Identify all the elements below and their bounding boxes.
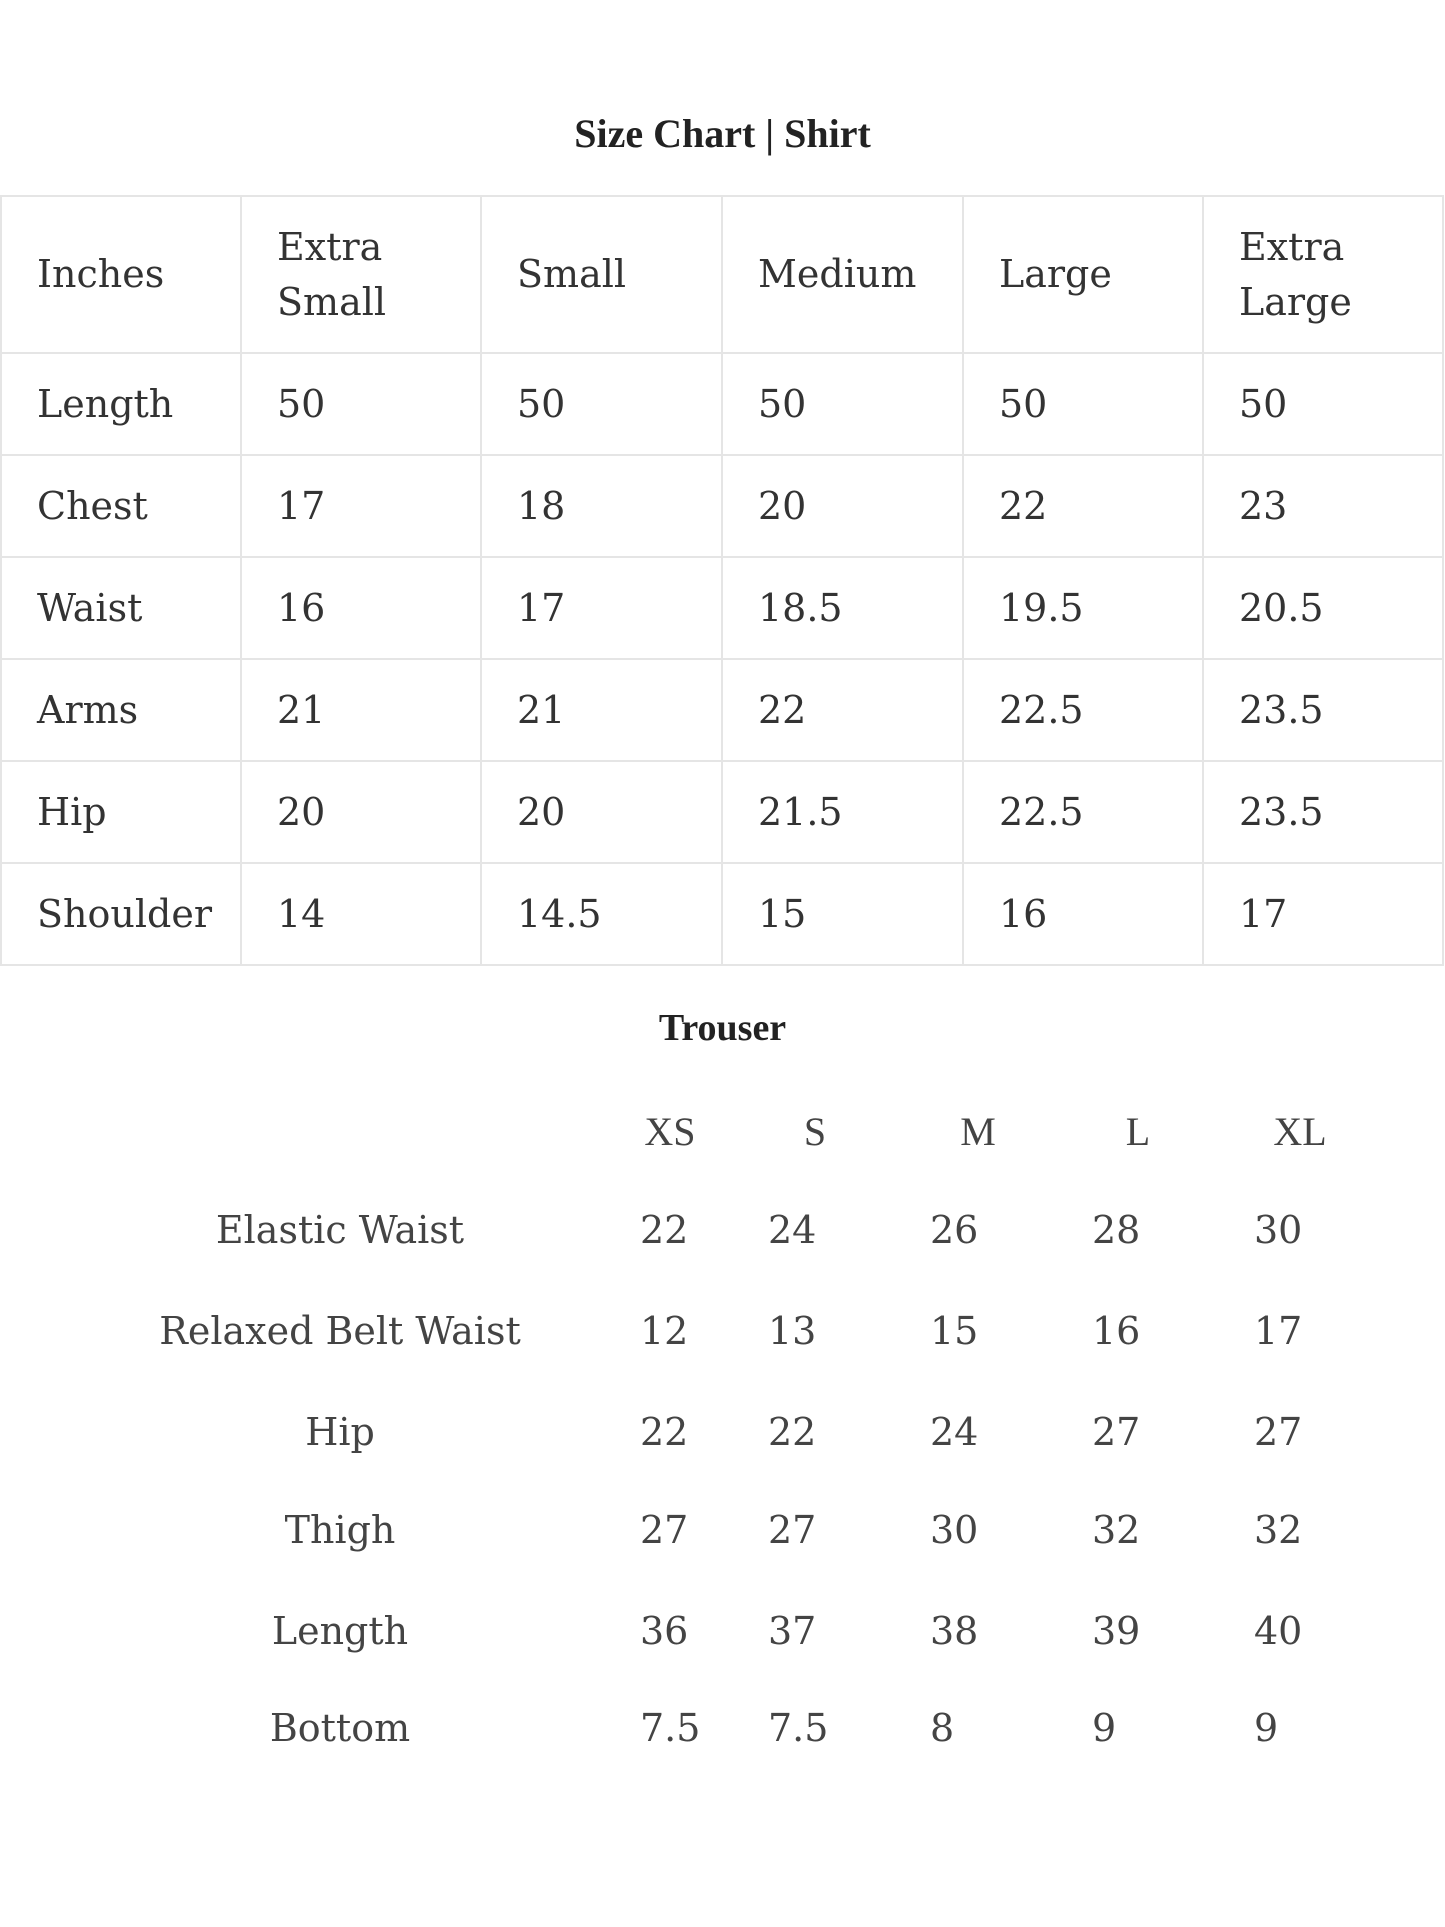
row-label: Bottom — [269, 1706, 411, 1750]
table-cell: 20 — [722, 455, 963, 557]
header-cell: Inches — [1, 196, 241, 353]
shirt-header-row — [1, 196, 1443, 353]
table-cell: 7.5 — [640, 1706, 701, 1750]
header-cell: Extra Small — [241, 196, 481, 353]
header-cell: Medium — [722, 196, 963, 353]
header-cell: S — [803, 1109, 827, 1154]
table-cell: 32 — [1092, 1508, 1141, 1552]
table-row — [1, 557, 1443, 659]
table-cell: 16 — [241, 557, 481, 659]
table-row — [0, 1500, 1445, 1560]
table-cell: 13 — [768, 1309, 817, 1353]
table-row — [0, 1698, 1445, 1758]
row-label: Elastic Waist — [215, 1208, 465, 1252]
table-cell: 17 — [241, 455, 481, 557]
table-cell: 24 — [768, 1208, 817, 1252]
header-cell: L — [1125, 1109, 1151, 1154]
table-cell: 12 — [640, 1309, 689, 1353]
table-cell: 18 — [481, 455, 722, 557]
table-row — [0, 1301, 1445, 1361]
trouser-header-row — [0, 1102, 1445, 1162]
table-cell: 23.5 — [1203, 761, 1443, 863]
table-cell: 30 — [930, 1508, 979, 1552]
table-cell: 16 — [963, 863, 1203, 965]
table-cell: 30 — [1254, 1208, 1303, 1252]
table-cell: 20 — [481, 761, 722, 863]
row-label: Hip — [305, 1410, 375, 1454]
row-label: Thigh — [284, 1508, 396, 1552]
table-cell: 50 — [1203, 353, 1443, 455]
header-cell: Small — [481, 196, 722, 353]
table-cell: 17 — [481, 557, 722, 659]
table-cell: 21 — [481, 659, 722, 761]
table-cell: 40 — [1254, 1609, 1303, 1653]
table-cell: 50 — [722, 353, 963, 455]
header-cell: Large — [963, 196, 1203, 353]
table-cell: 20 — [241, 761, 481, 863]
table-cell: 8 — [930, 1706, 955, 1750]
header-cell: XL — [1273, 1109, 1327, 1154]
table-cell: 38 — [930, 1609, 979, 1653]
row-label: Chest — [1, 455, 241, 557]
table-cell: 50 — [241, 353, 481, 455]
row-label: Shoulder — [1, 863, 241, 965]
table-cell: 36 — [640, 1609, 689, 1653]
table-cell: 39 — [1092, 1609, 1141, 1653]
table-row — [0, 1402, 1445, 1462]
table-cell: 18.5 — [722, 557, 963, 659]
table-cell: 22 — [640, 1410, 689, 1454]
table-cell: 7.5 — [768, 1706, 829, 1750]
header-cell: XS — [644, 1109, 696, 1154]
table-cell: 22.5 — [963, 659, 1203, 761]
table-cell: 50 — [963, 353, 1203, 455]
table-cell: 23 — [1203, 455, 1443, 557]
table-cell: 23.5 — [1203, 659, 1443, 761]
table-cell: 27 — [1254, 1410, 1303, 1454]
table-cell: 27 — [768, 1508, 817, 1552]
table-cell: 9 — [1092, 1706, 1117, 1750]
row-label: Hip — [1, 761, 241, 863]
shirt-size-table — [0, 195, 1444, 966]
table-cell: 37 — [768, 1609, 817, 1653]
table-cell: 21.5 — [722, 761, 963, 863]
table-cell: 22 — [768, 1410, 817, 1454]
row-label: Length — [271, 1609, 409, 1653]
table-cell: 24 — [930, 1410, 979, 1454]
table-cell: 22.5 — [963, 761, 1203, 863]
header-cell: M — [960, 1109, 996, 1154]
row-label: Waist — [1, 557, 241, 659]
table-cell: 16 — [1092, 1309, 1141, 1353]
table-cell: 9 — [1254, 1706, 1279, 1750]
trouser-size-chart-title: Trouser — [658, 1007, 787, 1049]
row-label: Relaxed Belt Waist — [159, 1309, 521, 1353]
table-cell: 26 — [930, 1208, 979, 1252]
table-cell: 22 — [722, 659, 963, 761]
table-row — [0, 1601, 1445, 1661]
table-cell: 14.5 — [481, 863, 722, 965]
table-row — [0, 1200, 1445, 1260]
table-cell: 28 — [1092, 1208, 1141, 1252]
row-label: Arms — [1, 659, 241, 761]
table-row — [1, 659, 1443, 761]
table-row — [1, 353, 1443, 455]
table-cell: 19.5 — [963, 557, 1203, 659]
table-cell: 14 — [241, 863, 481, 965]
table-cell: 22 — [640, 1208, 689, 1252]
table-cell: 22 — [963, 455, 1203, 557]
table-cell: 17 — [1254, 1309, 1303, 1353]
table-cell: 15 — [930, 1309, 979, 1353]
table-row — [1, 761, 1443, 863]
table-cell: 32 — [1254, 1508, 1303, 1552]
table-cell: 20.5 — [1203, 557, 1443, 659]
table-cell: 27 — [1092, 1410, 1141, 1454]
table-cell: 27 — [640, 1508, 689, 1552]
table-cell: 21 — [241, 659, 481, 761]
table-cell: 50 — [481, 353, 722, 455]
table-row — [1, 863, 1443, 965]
table-cell: 15 — [722, 863, 963, 965]
row-label: Length — [1, 353, 241, 455]
table-row — [1, 455, 1443, 557]
shirt-size-chart-title: Size Chart | Shirt — [574, 111, 871, 156]
table-cell: 17 — [1203, 863, 1443, 965]
header-cell: Extra Large — [1203, 196, 1443, 353]
